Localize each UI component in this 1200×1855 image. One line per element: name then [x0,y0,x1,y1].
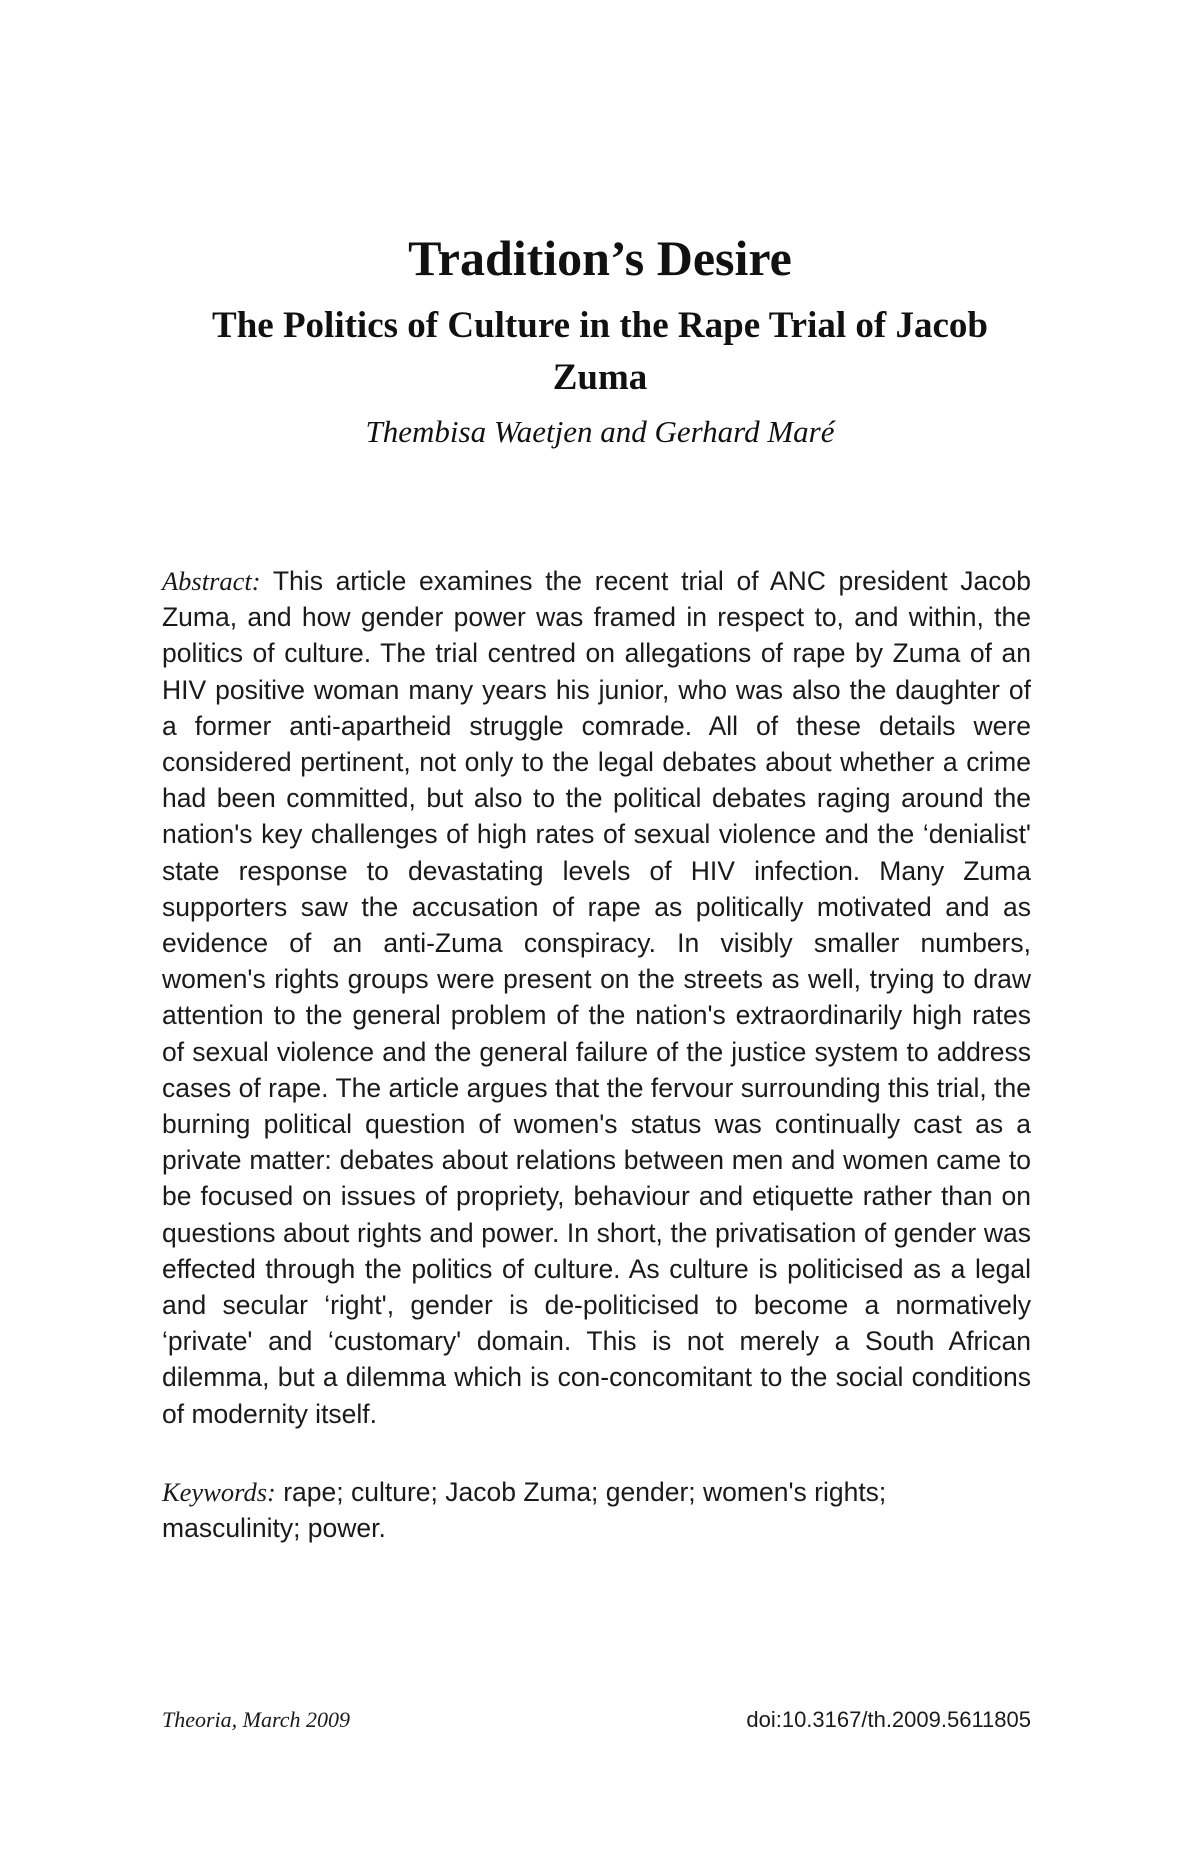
article-authors: Thembisa Waetjen and Gerhard Maré [365,414,835,449]
page-footer [162,1705,1031,1735]
abstract [162,563,1031,1432]
footer-doi: doi:10.3167/th.2009.5611805 [746,1707,1031,1732]
abstract-label: Abstract: [162,566,261,596]
article-title: Tradition’s Desire [408,230,792,286]
article-subtitle: The Politics of Culture in the Rape Trial of Jacob Zuma [212,305,988,398]
keywords [162,1474,1031,1546]
keywords-text: rape; culture; Jacob Zuma; gender; women's rights; masculinity; power. [162,1477,887,1544]
footer-journal: Theoria, March 2009 [162,1707,351,1732]
keywords-label: Keywords: [162,1477,276,1507]
abstract-text: This article examines the recent trial of ANC president Jacob Zuma, and how gender power was framed in respect to, and within, the politics of culture. The trial centred on allegations of rape by Zuma of an HIV positive woman many years his junior, who was also the daughter of a former anti-apartheid struggle comrade. All of these details were considered pertinent, not only to the legal debates about whether a crime had been committed, but also to the political debates raging around the nation's key challenges of high rates of sexual violence and the ‘denialist' state response to devastating levels of HIV infection. Many Zuma supporters saw the accusation of rape as politically motivated and as evidence of an anti-Zuma conspiracy. In visibly smaller numbers, women's rights groups were present on the streets as well, trying to draw attention to the general problem of the nation's extraordinarily high rates of sexual violence and the general failure of the justice system to address cases of rape. The article argues that the fervour surrounding this trial, the burning political question of women's status was continually cast as a private matter: debates about relations between men and women came to be focused on issues of propriety, behaviour and etiquette rather than on questions about rights and power. In short, the privatisation of gender was effected through the politics of culture. As culture is politicised as a legal and secular ‘right', gender is de-politicised to become a normatively ‘private' and ‘customary' domain. This is not merely a South African dilemma, but a dilemma which is con-concomitant to the social conditions of modernity itself. [162,566,1032,1429]
